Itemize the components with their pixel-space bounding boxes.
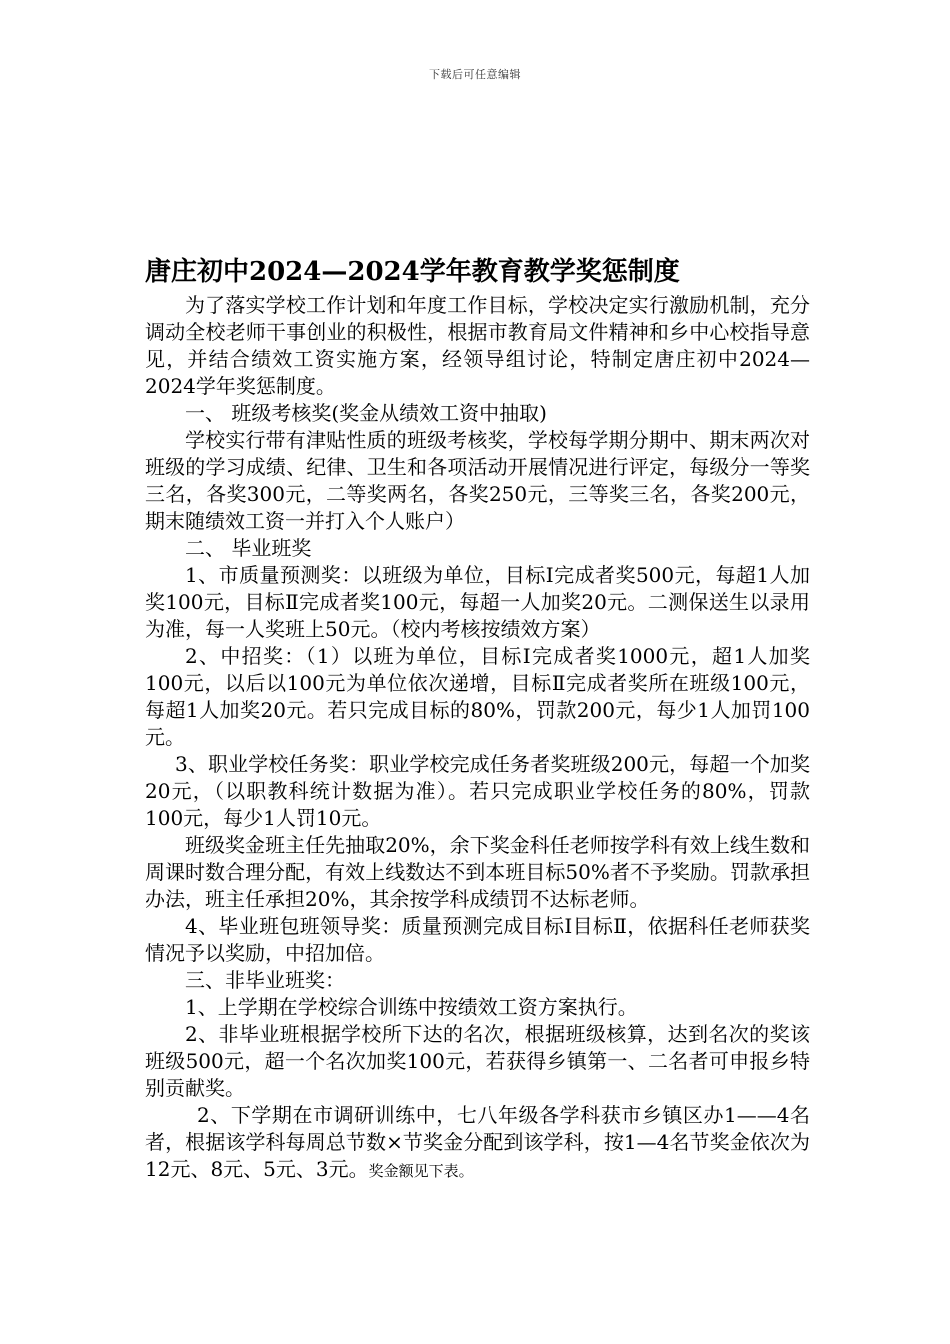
- document-title: 唐庄初中2024—2024学年教育教学奖惩制度: [145, 257, 680, 287]
- section-heading-graduating-class: 二、 毕业班奖: [185, 536, 312, 560]
- entrance-exam-paragraph: 2、中招奖：（1）以班为单位，目标Ⅰ完成者奖1000元，超1人加奖100元，以后以100元为单位依次递增，目标Ⅱ完成者奖所在班级100元，每超1人加奖20元。若只完成目标的80%，罚款200元，每少1人加罚100元。: [145, 644, 810, 749]
- bonus-table-note: 奖金额见下表。: [368, 1162, 474, 1180]
- second-semester-text: 2、下学期在市调研训练中，七八年级各学科获市乡镇区办1——4名者，根据该学科每周总节数×节奖金分配到该学科，按1—4名节奖金依次为12元、8元、5元、3元。: [145, 1103, 810, 1181]
- section-heading-class-assessment: 一、 班级考核奖(奖金从绩效工资中抽取): [185, 401, 547, 425]
- quality-forecast-paragraph: 1、市质量预测奖：以班级为单位，目标Ⅰ完成者奖500元，每超1人加奖100元，目标Ⅱ完成者奖100元，每超一人加奖20元。二测保送生以录用为准，每一人奖班上50元。（校内考核按绩效方案）: [145, 563, 810, 641]
- section-heading-non-graduating: 三、非毕业班奖：: [185, 968, 345, 992]
- vocational-school-paragraph: 3、职业学校任务奖：职业学校完成任务者奖班级200元，每超一个加奖20元，（以职教科统计数据为准）。若只完成职业学校任务的80%，罚款100元，每少1人罚10元。: [145, 752, 810, 830]
- first-semester-paragraph: 1、上学期在学校综合训练中按绩效工资方案执行。: [185, 995, 638, 1019]
- leader-award-paragraph: 4、毕业班包班领导奖：质量预测完成目标Ⅰ目标Ⅱ，依据科任老师获奖情况予以奖励，中招加倍。: [145, 914, 810, 965]
- document-body: [145, 292, 810, 1185]
- header-note: 下载后可任意编辑: [429, 68, 521, 81]
- second-semester-paragraph: [145, 1102, 810, 1185]
- class-assessment-paragraph: 学校实行带有津贴性质的班级考核奖，学校每学期分期中、期末两次对班级的学习成绩、纪律、卫生和各项活动开展情况进行评定，每级分一等奖三名，各奖300元，二等奖两名，各奖250元，三等奖三名，各奖200元，期末随绩效工资一并打入个人账户）: [145, 428, 810, 533]
- intro-paragraph: 为了落实学校工作计划和年度工作目标，学校决定实行激励机制，充分调动全校老师干事创业的积极性，根据市教育局文件精神和乡中心校指导意见，并结合绩效工资实施方案，经领导组讨论，特制定唐庄初中2024—2024学年奖惩制度。: [145, 293, 810, 398]
- bonus-distribution-paragraph: 班级奖金班主任先抽取20%，余下奖金科任老师按学科有效上线生数和周课时数合理分配，有效上线数达不到本班目标50%者不予奖励。罚款承担办法，班主任承担20%，其余按学科成绩罚不达标老师。: [145, 833, 810, 911]
- non-graduating-rank-paragraph: 2、非毕业班根据学校所下达的名次，根据班级核算，达到名次的奖该班级500元，超一个名次加奖100元，若获得乡镇第一、二名者可申报乡特别贡献奖。: [145, 1022, 810, 1100]
